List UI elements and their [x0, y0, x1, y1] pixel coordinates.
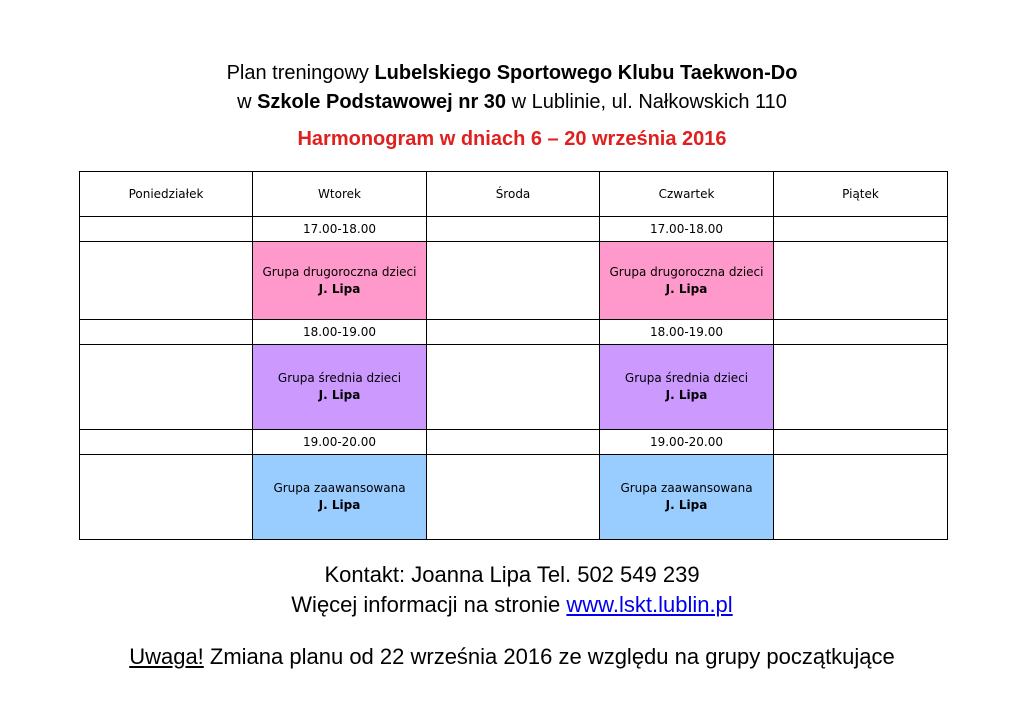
- coach-name: J. Lipa: [318, 498, 361, 512]
- time-cell: 18.00-19.00: [600, 320, 774, 345]
- group-name: Grupa drugoroczna dzieci: [262, 264, 417, 279]
- empty-cell: [774, 320, 948, 345]
- empty-cell: [427, 320, 600, 345]
- empty-cell: [774, 345, 948, 430]
- more-info-line: [0, 592, 1024, 618]
- time-cell: 19.00-20.00: [600, 430, 774, 455]
- empty-cell: [80, 242, 253, 320]
- time-cell: 19.00-20.00: [253, 430, 427, 455]
- empty-cell: [80, 345, 253, 430]
- empty-cell: [427, 242, 600, 320]
- empty-cell: [80, 430, 253, 455]
- group-name: Grupa drugoroczna dzieci: [609, 264, 764, 279]
- title-line-2: [0, 90, 1024, 114]
- notice-label: Uwaga!: [129, 644, 204, 669]
- group-name: Grupa zaawansowana: [273, 481, 406, 495]
- day-header-wednesday: Środa: [427, 172, 600, 217]
- group-row: [80, 455, 948, 540]
- coach-name: J. Lipa: [665, 281, 708, 296]
- empty-cell: [80, 217, 253, 242]
- time-cell: 17.00-18.00: [600, 217, 774, 242]
- group-cell: [600, 242, 774, 320]
- empty-cell: [427, 217, 600, 242]
- title-line-1: [0, 61, 1024, 85]
- schedule-heading: Harmonogram w dniach 6 – 20 września 2016: [297, 128, 727, 150]
- empty-cell: [774, 430, 948, 455]
- empty-cell: [427, 345, 600, 430]
- coach-name: J. Lipa: [318, 281, 361, 296]
- coach-name: J. Lipa: [318, 388, 361, 402]
- group-name: Grupa średnia dzieci: [624, 371, 749, 385]
- day-header-monday: Poniedziałek: [80, 172, 253, 217]
- group-cell: [253, 242, 427, 320]
- time-cell: 17.00-18.00: [253, 217, 427, 242]
- time-row: [80, 430, 948, 455]
- empty-cell: [774, 217, 948, 242]
- contact-line: Kontakt: Joanna Lipa Tel. 502 549 239: [324, 562, 700, 587]
- school-name: Szkole Podstawowej nr 30: [257, 91, 507, 113]
- group-cell: [253, 345, 427, 430]
- group-cell: [253, 455, 427, 540]
- club-name: Lubelskiego Sportowego Klubu Taekwon-Do: [374, 62, 798, 84]
- title-prefix: w: [237, 91, 258, 113]
- coach-name: J. Lipa: [665, 388, 708, 402]
- group-row: [80, 242, 948, 320]
- schedule-table: [79, 171, 948, 540]
- empty-cell: [427, 430, 600, 455]
- notice-text: Zmiana planu od 22 września 2016 ze względu na grupy początkujące: [203, 644, 895, 669]
- website-link[interactable]: www.lskt.lublin.pl: [566, 592, 733, 617]
- group-row: [80, 345, 948, 430]
- empty-cell: [427, 455, 600, 540]
- time-row: [80, 217, 948, 242]
- empty-cell: [80, 320, 253, 345]
- group-cell: [600, 345, 774, 430]
- empty-cell: [774, 242, 948, 320]
- time-cell: 18.00-19.00: [253, 320, 427, 345]
- coach-name: J. Lipa: [665, 498, 708, 512]
- day-header-thursday: Czwartek: [600, 172, 774, 217]
- table-header-row: [80, 172, 948, 217]
- group-cell: [600, 455, 774, 540]
- day-header-friday: Piątek: [774, 172, 948, 217]
- school-address: w Lublinie, ul. Nałkowskich 110: [506, 91, 787, 113]
- more-info-text: Więcej informacji na stronie: [291, 592, 567, 617]
- day-header-tuesday: Wtorek: [253, 172, 427, 217]
- group-name: Grupa średnia dzieci: [277, 371, 402, 385]
- group-name: Grupa zaawansowana: [620, 481, 753, 495]
- time-row: [80, 320, 948, 345]
- empty-cell: [774, 455, 948, 540]
- empty-cell: [80, 455, 253, 540]
- title-plain: Plan treningowy: [226, 62, 375, 84]
- notice-line: [0, 644, 1024, 670]
